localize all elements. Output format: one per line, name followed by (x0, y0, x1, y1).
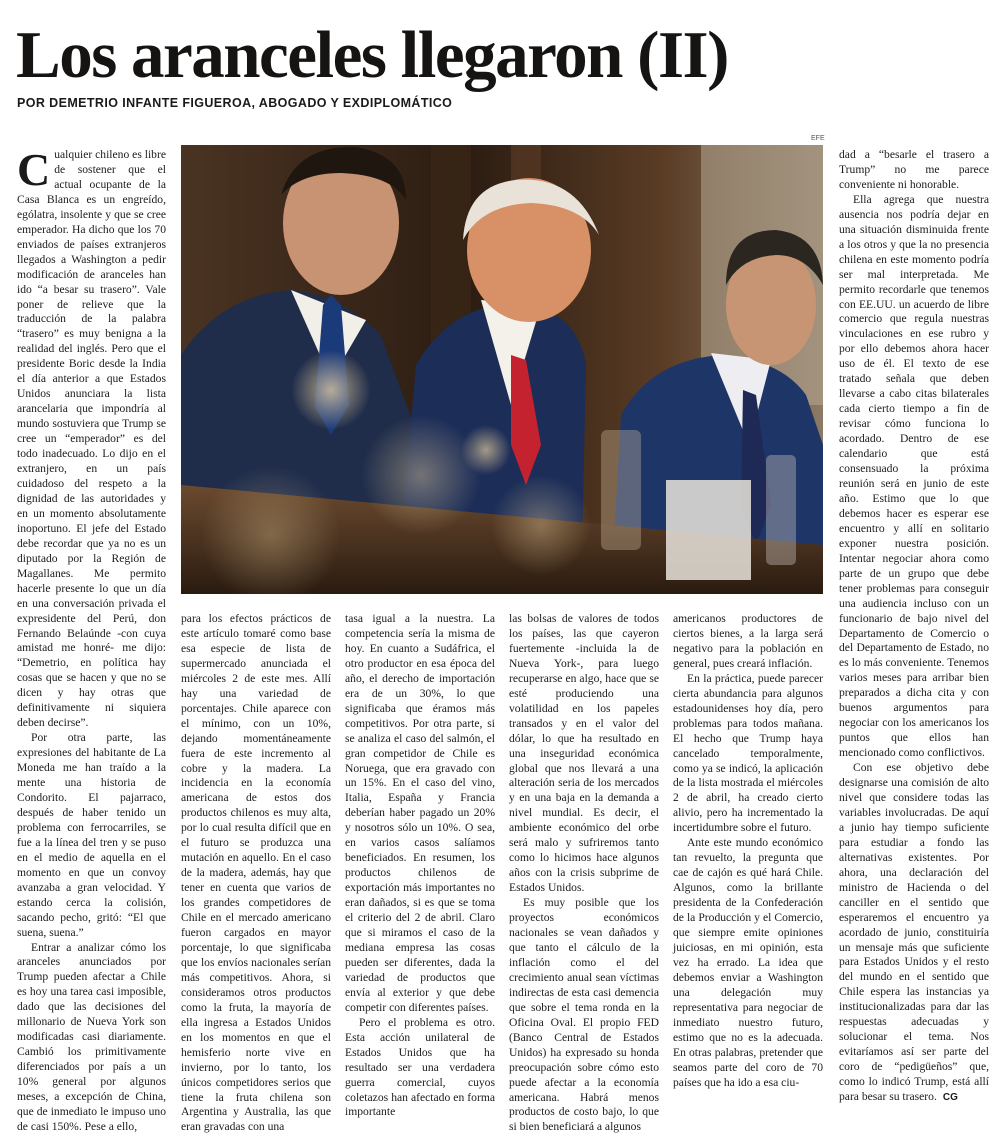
article-column-4 (509, 612, 659, 1134)
article-column-3 (345, 612, 495, 1117)
article-paragraph: dad a “besarle el trasero a Trump” no me parece conveniente ni honorable. (839, 148, 989, 191)
article-paragraph: Es muy posible que los proyectos económicos nacionales se vean dañados y que tanto el cálculo de la inflación como el del crecimiento anual sean víctimas indirectas de esta casi demencia que sobre el tema ronda en la Oficina Oval. El propio FED (Banco Central de Estados Unidos) ha expresado su honda preocupación sobre cómo esto puede afectar a la economía americana. Habrá menos productos de costo bajo, lo que si bien beneficiará a algunos (509, 896, 659, 1134)
article-paragraph: Con ese objetivo debe designarse una comisión de alto nivel que considere todas las variables involucradas. De aquí a junio hay tiempo suficiente para estudiar a fondo las alternativas existentes. Por ahora, una declaración del ministro de Hacienda o del canciller en el sentido que esperaremos el encuentro ya acordado de junio, constituiría un mensaje más que suficiente para Estados Unidos y el resto del mundo en el sentido que Chile espera las instancias ya institucionalizadas para dar las respuestas adecuadas y solucionar el tema. Nos evitaríamos así ser parte del coro de “pedigüeños” que, como lo indicó Trump, está allí para besar su trasero. CG (839, 761, 989, 1104)
article-paragraph: tasa igual a la nuestra. La competencia sería la misma de hoy. En cuanto a Sudáfrica, el otro productor en esa época del año, el derecho de importación era de un 30%, lo que significaba que éramos más competitivos. Por otra parte, si se analiza el caso del salmón, el gran competidor de Chile es Noruega, que era gravado con un 15%. En el caso del vino, Italia, España y Francia deberían haber pagado un 20% y nosotros sólo un 10%. O sea, en varios casos salíamos beneficiados. En resumen, los productos chilenos de exportación más importantes no eran dañados, si es que se toma el criterio del 2 de abril. Claro que si miramos el caso de la mediana empresa las cosas pueden ser diferentes, dada la variedad de productos que envía al exterior y que debe competir con diferentes países. (345, 612, 495, 1014)
article-paragraph: En la práctica, puede parecer cierta abundancia para algunos estadounidenses hoy día, pero problemas para todos mañana. El hecho que Trump haya cancelado temporalmente, como ya se indicó, la aplicación de la lista mostrada el miércoles 2 de abril, ha creado cierto alivio, pero ha incrementado la incertidumbre sobre el futuro. (673, 671, 823, 835)
article-paragraph: para los efectos prácticos de este artículo tomaré como base esa especie de lista de supermercado anunciada el miércoles 2 de este mes. Allí hay una variedad de porcentajes. Chile aparece con el mínimo, con un 10%, dejando momentáneamente fuera de este incremento al cobre y la madera. La incidencia en la economía americana de estos dos productos chilenos es muy alta, por lo cual resulta difícil que en el futuro se produzca una mutación en aquello. En el caso de la madera, además, hay que tener en cuenta que varios de los grandes competidores de Chile en el mercado americano fueron cargados en mayor porcentaje, lo que significaba que los envíos nacionales serían más competitivos. Ahora, si consideramos otros productos como la fruta, la mayoría de ella ingresa a Estados Unidos en los momentos en que el hemisferio norte vive en invierno, por lo tanto, los únicos competidores serios que tiene la fruta chilena son Argentina y Australia, las que eran gravadas con una (181, 612, 331, 1134)
photo-credit: EFE (811, 135, 825, 142)
article-paragraph: Entrar a analizar cómo los aranceles anunciados por Trump pueden afectar a Chile es hoy una tarea casi imposible, dado que las decisiones del millonario de Nueva York son modificadas casi diariamente. Cambió los primitivamente diferenciados por país a un 10% general por algunos meses, a excepción de China, que de inmediato le impuso uno de casi 150%. Pese a ello, (17, 940, 166, 1133)
drop-cap: C (17, 144, 51, 195)
article-paragraph: Cualquier chileno es libre de sostener que el actual ocupante de la Casa Blanca es un engreído, ególatra, insolente y que se cree emperador. Ha dicho que los 70 enviados de países extranjeros llegados a Washington a pedir modificación de aranceles han ido “a besar su trasero”. Vale poner de relieve que la traducción de la palabra “trasero” es muy benigna a la realidad del inglés. Pero que el presidente Boric desde la India el día anterior a que Estados Unidos anunciara la lista arancelaria que impondría al mundo sostuviera que Trump se cree un “emperador” es del todo inadecuado. Lo dijo en el extranjero, en un país cuidadoso del respeto a la dignidad de las autoridades y en un momento absolutamente inoportuno. El jefe del Estado debe recordar que ya no es un diputado por la Región de Magallanes. Me permito hacerle presente lo que un día en una conversación privada el expresidente del Perú, don Fernando Belaúnde -con cuya amistad me honré- me dijo: “Demetrio, en política hay cosas que se hacen y que no se dicen y hay otras que definitivamente ni siquiera deben decirse”. (17, 144, 166, 730)
article-byline: POR DEMETRIO INFANTE FIGUEROA, ABOGADO Y EXDIPLOMÁTICO (17, 96, 453, 110)
end-mark: CG (942, 1092, 958, 1104)
article-column-1 (17, 144, 166, 1133)
meeting-photo-illustration (181, 145, 823, 594)
article-column-5 (673, 612, 823, 1117)
article-paragraph: las bolsas de valores de todos los países, las que cayeron fuertemente -incluida la de Nueva York-, para luego recuperarse en algo, hace que se esté produciendo una volatilidad en los papeles transados y en el valor del dólar, lo que ha resultado en una inseguridad económica global que nos llevará a una alteración seria de los mercados y en una baja en la demanda a nivel mundial. Es decir, el ambiente económico del orbe será malo y sufriremos tanto como lo hicimos hace algunos años con la crisis subprime de Estados Unidos. (509, 612, 659, 895)
article-paragraph: Ella agrega que nuestra ausencia nos podría dejar en una situación disminuida frente a los otros y que la no presencia chilena en este momento podría ser mal interpretada. Me permito recordarle que tenemos con EE.UU. un acuerdo de libre comercio que regula nuestras vinculaciones en ese rubro y por ello debemos ahora hacer uso de él. El texto de ese tratado señala que deben llevarse a cabo citas bilaterales cada cierto tiempo a fin de revisar cómo funciona lo acordado. Dentro de ese calendario que está consensuado la próxima reunión será en junio de este año. Estimo que lo que debemos hacer es esperar ese encuentro y allí en solitario exponer nuestra posición. Intentar negociar ahora como parte de un grupo que debe tener problemas para conseguir una audiencia incluso con un funcionario de bajo nivel del Departamento de Comercio o del Departamento de Estado, no es lo más conveniente. Tenemos varios meses para arribar bien preparados a dicha cita y con buenos argumentos para negociar con los americanos los puntos que ellos han mencionado como conflictivos. (839, 192, 989, 760)
article-photo (181, 145, 823, 594)
article-headline: Los aranceles llegaron (II) (16, 18, 728, 92)
article-paragraph: Pero el problema es otro. Esta acción unilateral de Estados Unidos que ha resultado ser una verdadera guerra comercial, cuyos coletazos han afectado en forma importante (345, 1015, 495, 1119)
article-column-6 (839, 148, 989, 1130)
article-paragraph: americanos productores de ciertos bienes, a la larga será negativo para la población en general, pues creará inflación. (673, 612, 823, 670)
article-paragraph: Por otra parte, las expresiones del habitante de La Moneda me han traído a la mente una historia de Condorito. El pajarraco, después de haber tenido un problema con ferrocarriles, se fue a la línea del tren y se puso en el medio de aquella en el momento en que un convoy avanzaba a gran velocidad. Y estando cerca la colisión, sacando pecho, gritó: “El que suena, suena.” (17, 731, 166, 939)
article-column-2 (181, 612, 331, 1134)
article-paragraph: Ante este mundo económico tan revuelto, la pregunta que cae de cajón es qué hará Chile. Algunos, como la brillante presidenta de la Confederación de la Producción y el Comercio, que siempre emite opiniones juiciosas, en mi opinión, esta vez ha errado. La idea que debemos enviar a Washington una delegación muy representativa para negociar de inmediato nuestro futuro, estimo que no es la adecuada. En otras palabras, pretender que seamos parte del coro de 70 países que ha ido a esa ciu- (673, 836, 823, 1089)
